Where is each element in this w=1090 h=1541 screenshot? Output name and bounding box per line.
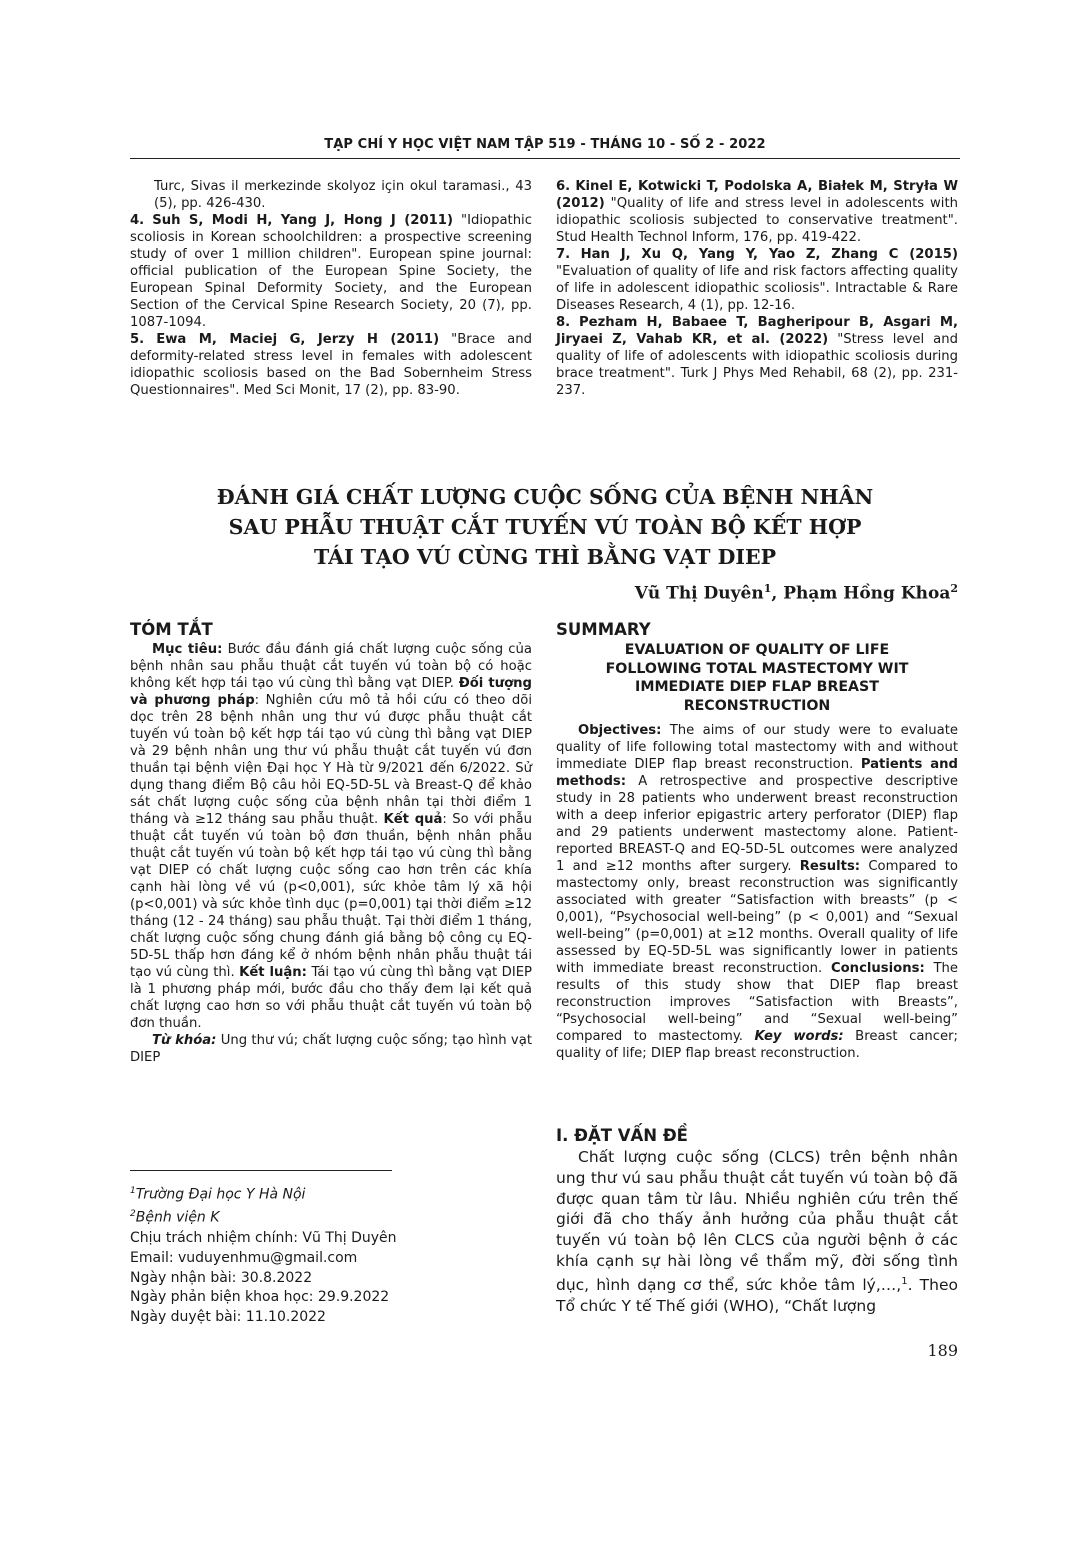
- label-keywords: Key words:: [754, 1029, 844, 1044]
- title-line-3: TÁI TẠO VÚ CÙNG THÌ BẰNG VẠT DIEP: [314, 545, 776, 569]
- ketluan-text: Tái tạo vú cùng thì bằng vạt DIEP là 1 phương pháp mới, bước đầu cho thấy đem lại kết quả chất lượng cao hơn so với phẫu thuật cắt tuyến vú toàn bộ đơn thuần.: [130, 965, 533, 1031]
- vietnamese-abstract: [130, 641, 532, 1066]
- author-separator: ,: [771, 583, 784, 604]
- reference-text: "Idiopathic scoliosis in Korean schoolchildren: a prospective screening study of over 1 million children". European spine journal: official publication of the European Spine Society, the European Spinal Deformity Society, and the European Section of the Cervical Spine Research Society, 20 (7), pp. 1087-1094.: [130, 213, 532, 330]
- english-title-line-3: IMMEDIATE DIEP FLAP BREAST: [635, 679, 879, 695]
- footnotes: [130, 1182, 397, 1328]
- tukhoa-text: Ung thư vú; chất lượng cuộc sống; tạo hình vạt DIEP: [130, 1033, 532, 1065]
- muctieu-text: Bước đầu đánh giá chất lượng cuộc sống của bệnh nhân sau phẫu thuật cắt tuyến vú toàn bộ có hoặc không kết hợp tái tạo vú cùng thì bằng vạt DIEP.: [130, 642, 532, 691]
- abstract-paragraph: [130, 641, 532, 1032]
- english-title-line-2: FOLLOWING TOTAL MASTECTOMY WIT: [605, 660, 909, 677]
- doituong-text: : Nghiên cứu mô tả hồi cứu có theo dõi dọc trên 28 bệnh nhân ung thư vú được phẫu thuật cắt tuyến vú toàn bộ kết hợp tái tạo vú cùng thì bằng vạt DIEP và 29 bệnh nhân ung thư vú phẫu thuật cắt tuyến vú đơn thuần tại bệnh viện Đại học Y Hà từ 9/2021 đến 6/2022. Sử dụng thang điểm Bộ câu hỏi EQ-5D-5L và Breast-Q để khảo sát chất lượng cuộc sống của bệnh nhân tại thời điểm 1 tháng và ≥12 tháng sau phẫu thuật.: [130, 693, 532, 827]
- author-1: Vũ Thị Duyên: [634, 583, 764, 604]
- article-title: [130, 482, 960, 572]
- reference-number: 7.: [556, 247, 571, 262]
- english-abstract: [556, 722, 958, 1062]
- label-doituong: Đối tượng và phương pháp: [130, 676, 532, 708]
- footnote-rule: [130, 1170, 392, 1171]
- summary-paragraph: [556, 722, 958, 1062]
- label-ketluan: Kết luận:: [239, 965, 307, 980]
- reference-authors: Kinel E, Kotwicki T, Podolska A, Białek M, Stryła W (2012): [556, 179, 958, 211]
- intro-text-continued: . Theo Tổ chức Y tế Thế giới (WHO), “Chất lượng: [556, 1275, 958, 1315]
- affiliation-1-text: Trường Đại học Y Hà Nội: [135, 1186, 306, 1203]
- reference-authors: Pezham H, Babaee T, Bagheripour B, Asgari M, Jiryaei Z, Vahab KR, et al. (2022): [556, 315, 958, 347]
- keywords-paragraph: [130, 1032, 532, 1066]
- label-tukhoa: Từ khóa:: [152, 1033, 217, 1048]
- article-authors: [635, 582, 958, 604]
- methods-text: A retrospective and prospective descriptive study in 28 patients who underwent breast reconstruction with a deep inferior epigastric artery perforator (DIEP) flap and 29 patients underwent mastectomy alone. Patient-reported BREAST-Q and EQ-5D-5L outcomes were analyzed 1 and ≥12 months after surgery.: [556, 774, 958, 874]
- header-rule: [130, 158, 960, 159]
- corresponding-email: Email: vuduyenhmu@gmail.com: [130, 1249, 358, 1266]
- reference-authors: Ewa M, Maciej G, Jerzy H (2011): [156, 332, 440, 347]
- reference-number: 8.: [556, 315, 571, 330]
- reference-4: [130, 212, 532, 331]
- reference-text: "Evaluation of quality of life and risk factors affecting quality of life in adolescent idiopathic scoliosis". Intractable & Rare Diseases Research, 4 (1), pp. 12-16.: [556, 264, 958, 313]
- objectives-text: The aims of our study were to evaluate quality of life following total mastectomy with and without immediate DIEP flap breast reconstruction.: [556, 723, 958, 772]
- label-methods: Patients and methods:: [556, 757, 958, 789]
- label-muctieu: Mục tiêu:: [152, 642, 223, 657]
- reference-5: [130, 331, 532, 399]
- reference-8: [556, 314, 958, 399]
- summary-heading: SUMMARY: [556, 620, 651, 639]
- journal-header: TẠP CHÍ Y HỌC VIỆT NAM TẬP 519 - THÁNG 10 - SỐ 2 - 2022: [324, 137, 766, 152]
- reference-number: 6.: [556, 179, 571, 194]
- title-line-1: ĐÁNH GIÁ CHẤT LƯỢNG CUỘC SỐNG CỦA BỆNH NHÂN: [216, 485, 874, 509]
- references-right-column: [556, 178, 958, 399]
- citation-marker: 1: [901, 1275, 908, 1287]
- author-2-affiliation: 2: [950, 582, 958, 595]
- reference-authors: Suh S, Modi H, Yang J, Hong J (2011): [152, 213, 453, 228]
- reference-3-continuation: [130, 178, 532, 212]
- conclusions-text: The results of this study show that DIEP flap breast reconstruction improves “Satisfaction with Breasts”, “Psychosocial well-being” and “Sexual well-being” compared to mastectomy.: [556, 961, 958, 1044]
- intro-text: Chất lượng cuộc sống (CLCS) trên bệnh nhân ung thư vú sau phẫu thuật cắt tuyến vú toàn bộ đã được quan tâm từ lâu. Nhiều nghiên cứu trên thế giới đã cho thấy ảnh hưởng của phẫu thuật cắt tuyến vú toàn bộ lên CLCS của người bệnh ở các khía cạnh sự hài lòng về thẩm mỹ, đời sống tình dục, hình dạng cơ thể, sức khỏe tâm lý,…,: [556, 1148, 958, 1294]
- label-conclusions: Conclusions:: [830, 961, 925, 976]
- affiliation-1: [130, 1182, 397, 1205]
- english-title-line-4: RECONSTRUCTION: [683, 697, 831, 714]
- label-objectives: Objectives:: [578, 723, 662, 738]
- reference-6: [556, 178, 958, 246]
- reference-7: [556, 246, 958, 314]
- reference-text: "Stress level and quality of life of adolescents with idiopathic scoliosis during brace treatment". Turk J Phys Med Rehabil, 68 (2), pp. 231-237.: [556, 332, 958, 398]
- affiliation-2: [130, 1205, 397, 1228]
- english-title-line-1: EVALUATION OF QUALITY OF LIFE: [624, 642, 890, 658]
- english-title: [556, 641, 958, 715]
- date-accepted: Ngày duyệt bài: 11.10.2022: [130, 1309, 326, 1326]
- author-1-affiliation: 1: [763, 582, 772, 595]
- affiliation-2-marker: 2: [130, 1209, 136, 1220]
- introduction-body: [556, 1147, 958, 1317]
- corresponding-author: Chịu trách nhiệm chính: Vũ Thị Duyên: [130, 1229, 397, 1246]
- page-number: 189: [927, 1341, 958, 1360]
- date-reviewed: Ngày phản biện khoa học: 29.9.2022: [130, 1289, 390, 1306]
- reference-text: Turc, Sivas il merkezinde skolyoz için okul taramasi., 43 (5), pp. 426-430.: [154, 179, 532, 211]
- reference-text: "Brace and deformity-related stress level in females with adolescent idiopathic scoliosis based on the Bad Sobernheim Stress Questionnaires". Med Sci Monit, 17 (2), pp. 83-90.: [130, 332, 532, 398]
- affiliation-1-marker: 1: [130, 1186, 136, 1196]
- results-text: Compared to mastectomy only, breast reconstruction was significantly associated with greater “Satisfaction with breasts” (p < 0,001), “Psychosocial well-being” (p < 0,001) and “Sexual well-being” (p=0,001) at ≥12 months. Overall quality of life assessed by EQ-5D-5L was significantly lower in patients with immediate breast reconstruction.: [556, 859, 958, 976]
- tomtat-heading: TÓM TẮT: [130, 620, 213, 639]
- reference-authors: Han J, Xu Q, Yang Y, Yao Z, Zhang C (2015): [580, 247, 958, 262]
- label-results: Results:: [799, 859, 861, 874]
- label-ketqua: Kết quả: [383, 812, 443, 827]
- references-left-column: [130, 178, 532, 399]
- author-2: Phạm Hồng Khoa: [783, 583, 951, 604]
- intro-heading: I. ĐẶT VẤN ĐỀ: [556, 1126, 688, 1145]
- intro-paragraph: [556, 1147, 958, 1317]
- affiliation-2-text: Bệnh viện K: [135, 1210, 220, 1227]
- ketqua-text: : So với phẫu thuật cắt tuyến vú toàn bộ đơn thuần, bệnh nhân phẫu thuật cắt tuyến vú toàn bộ kết hợp tái tạo vú cùng thì bằng vạt DIEP có chất lượng cuộc sống cao hơn trên các khía cạnh hài lòng về vú (p<0,001), sức khỏe tâm lý xã hội (p<0,001) và sức khỏe tình dục (p=0,001) tại thời điểm ≥12 tháng (12 - 24 tháng) sau phẫu thuật. Tại thời điểm 1 tháng, chất lượng cuộc sống chung đánh giá bằng bộ công cụ EQ-5D-5L thấp hơn đáng kể ở nhóm bệnh nhân phẫu thuật tái tạo vú cùng thì.: [130, 812, 532, 980]
- title-line-2: SAU PHẪU THUẬT CẮT TUYẾN VÚ TOÀN BỘ KẾT HỢP: [228, 515, 862, 539]
- reference-number: 4.: [130, 213, 145, 228]
- date-received: Ngày nhận bài: 30.8.2022: [130, 1269, 313, 1286]
- reference-text: "Quality of life and stress level in adolescents with idiopathic scoliosis subjected to conservative treatment". Stud Health Technol Inform, 176, pp. 419-422.: [556, 196, 958, 245]
- reference-number: 5.: [130, 332, 145, 347]
- keywords-text: Breast cancer; quality of life; DIEP flap breast reconstruction.: [556, 1029, 958, 1061]
